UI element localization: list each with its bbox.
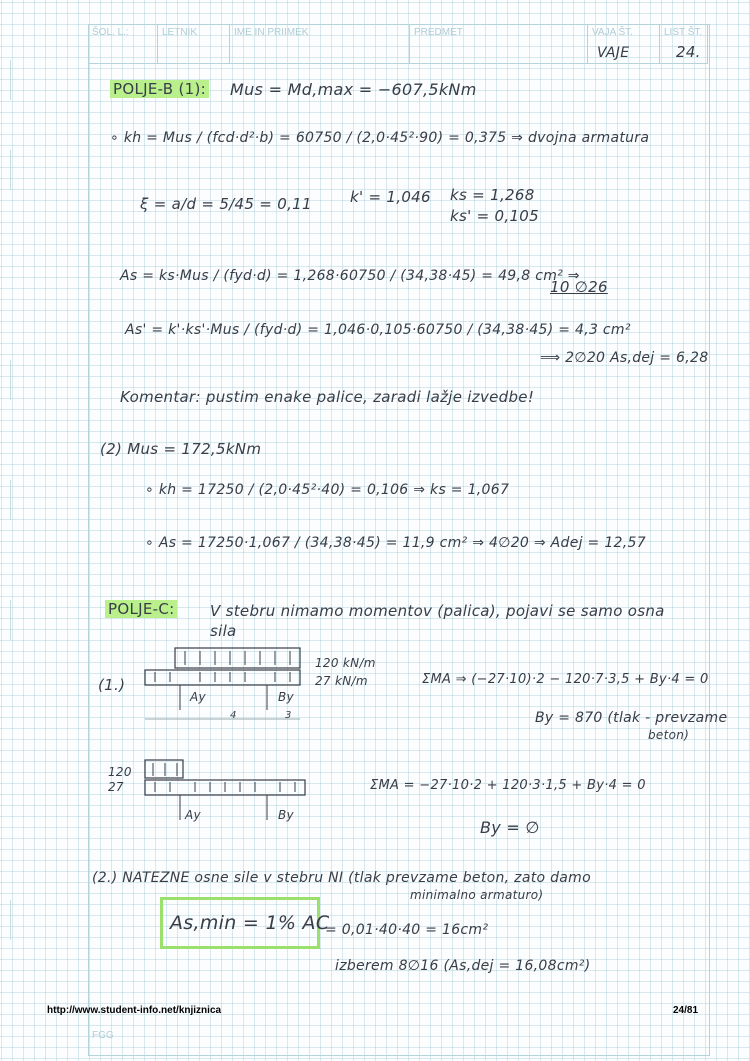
header-predmet-cell	[410, 24, 588, 64]
formula-as-min-value: = 0,01·40·40 = 16cm²	[325, 922, 489, 938]
load-label-120-b: 120	[108, 765, 132, 779]
header-ime-cell	[230, 24, 410, 64]
equation-as-prime: As' = k'·ks'·Mus / (fyd·d) = 1,046·0,105·60750 / (34,38·45) = 4,3 cm²	[125, 322, 631, 338]
header-predmet-label: PREDMET	[414, 27, 463, 38]
result-by-1: By = 870 (tlak - prevzame	[535, 710, 728, 726]
load-label-120: 120 kN/m	[315, 656, 376, 670]
section-2-tension-text-cont: minimalno armaturo)	[410, 888, 544, 902]
equation-moment-2: ΣMA = −27·10·2 + 120·3·1,5 + By·4 = 0	[370, 778, 646, 793]
span-label-3: 3	[285, 710, 292, 721]
support-label-by: By	[278, 690, 294, 704]
header-letnik-cell	[158, 24, 230, 64]
section-2-mus: (2) Mus = 172,5kNm	[100, 440, 262, 458]
margin-tick	[10, 600, 11, 640]
margin-tick	[10, 60, 11, 100]
header-list-label: LIST ŠT.	[664, 27, 703, 38]
formula-as-min: As,min = 1% AC	[170, 912, 330, 934]
margin-tick	[10, 150, 11, 190]
header-list-value: 24.	[676, 43, 701, 61]
support-label-by-2: By	[278, 808, 294, 822]
result-by-1-note: beton)	[648, 728, 690, 742]
equation-as: As = ks·Mus / (fyd·d) = 1,268·60750 / (34,38·45) = 49,8 cm² ⇒	[120, 268, 580, 284]
section-tag-polje-b: POLJE-B (1):	[110, 80, 209, 98]
equation-kh: ∘ kh = Mus / (fcd·d²·b) = 60750 / (2,0·45²·90) = 0,375 ⇒ dvojna armatura	[110, 130, 650, 146]
equation-moment-1: ΣMA ⇒ (−27·10)·2 − 120·7·3,5 + By·4 = 0	[422, 672, 709, 687]
header-vaja-value: VAJE	[597, 45, 630, 61]
section-2-tension-text: (2.) NATEZNE osne sile v stebru NI (tlak prevzame beton, zato damo	[92, 870, 591, 886]
header-sol-label: ŠOL. L.:	[92, 27, 129, 38]
margin-tick	[10, 900, 11, 940]
margin-tick	[10, 360, 11, 400]
load-label-27: 27 kN/m	[315, 674, 368, 688]
result-by-2: By = ∅	[480, 818, 540, 837]
load-label-27-b: 27	[108, 780, 124, 794]
footer-url: http://www.student-info.net/knjiznica	[47, 1005, 222, 1016]
result-as-prime-bars: ⟹ 2∅20 As,dej = 6,28	[540, 350, 709, 366]
section-tag-polje-c: POLJE-C:	[105, 600, 177, 618]
header-vaja-label: VAJA ŠT.	[592, 27, 633, 38]
equation-mus: Mus = Md,max = −607,5kNm	[230, 80, 477, 99]
equation-as-2: ∘ As = 17250·1,067 / (34,38·45) = 11,9 cm² ⇒ 4∅20 ⇒ Adej = 12,57	[145, 535, 646, 551]
span-label-4: 4	[230, 710, 237, 721]
footer-page: 24/81	[673, 1005, 699, 1016]
comment-text: Komentar: pustim enake palice, zaradi lažje izvedbe!	[120, 388, 535, 406]
support-label-ay: Ay	[190, 690, 206, 704]
polje-c-text-cont: sila	[210, 622, 237, 640]
header-ime-label: IME IN PRIIMEK	[234, 27, 309, 38]
margin-tick	[10, 480, 11, 520]
support-label-ay-2: Ay	[185, 808, 201, 822]
header-letnik-label: LETNIK	[162, 27, 198, 38]
result-as-bars: 10 ∅26	[550, 278, 608, 296]
case-1-label: (1.)	[98, 676, 126, 694]
polje-c-text: V stebru nimamo momentov (palica), pojavi se samo osna	[210, 602, 665, 620]
equation-xi: ξ = a/d = 5/45 = 0,11	[140, 195, 312, 213]
value-k-prime: k' = 1,046	[350, 188, 431, 206]
header-sol-cell	[88, 24, 158, 64]
selected-reinforcement: izberem 8∅16 (As,dej = 16,08cm²)	[335, 958, 591, 974]
value-ks-prime: ks' = 0,105	[450, 207, 539, 225]
footer-fgg: FGG	[92, 1030, 114, 1041]
value-ks: ks = 1,268	[450, 186, 535, 204]
equation-kh-2: ∘ kh = 17250 / (2,0·45²·40) = 0,106 ⇒ ks = 1,067	[145, 482, 510, 498]
